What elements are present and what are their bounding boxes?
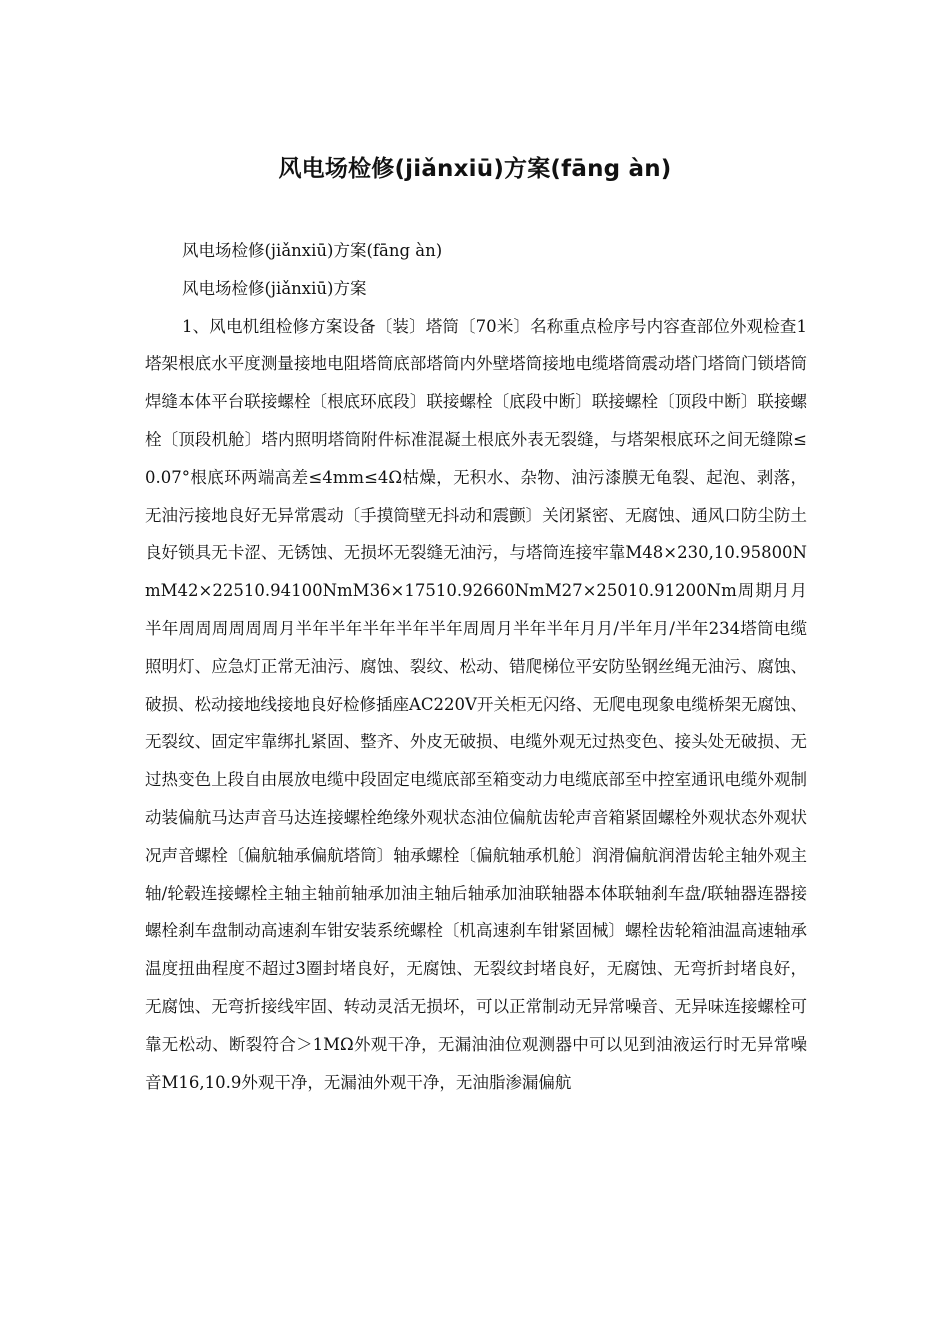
paragraph-subtitle-2: 风电场检修(jiǎnxiū)方案	[182, 278, 367, 298]
paragraph-inspection-plan: 1、风电机组检修方案设备〔装〕塔筒〔70米〕名称重点检序号内容查部位外观检查1塔架根底水平度测量接地电阻塔筒底部塔筒内外壁塔筒接地电缆塔筒震动塔门塔筒门锁塔筒焊缝本体平台联接螺栓〔根底环底段〕联接螺栓〔底段中断〕联接螺栓〔顶段中断〕联接螺栓〔顶段机舱〕塔内照明塔筒附件标准混凝土根底外表无裂缝，与塔架根底环之间无缝隙≤0.07°根底环两端高差≤4mm≤4Ω枯燥，无积水、杂物、油污漆膜无龟裂、起泡、剥落，无油污接地良好无异常震动〔手摸筒壁无抖动和震颤〕关闭紧密、无腐蚀、通风口防尘防土良好锁具无卡涩、无锈蚀、无损坏无裂缝无油污，与塔筒连接牢靠M48×230,10.95800NmM42×22510.94100NmM36×17510.92660NmM27×25010.91200Nm周期月月半年周周周周周周月半年半年半年半年半年周周月半年半年月月/半年月/半年234塔筒电缆照明灯、应急灯正常无油污、腐蚀、裂纹、松动、错爬梯位平安防坠钢丝绳无油污、腐蚀、破损、松动接地线接地良好检修插座AC220V开关柜无闪络、无爬电现象电缆桥架无腐蚀、无裂纹、固定牢靠绑扎紧固、整齐、外皮无破损、电缆外观无过热变色、接头处无破损、无过热变色上段自由展放电缆中段固定电缆底部至箱变动力电缆底部至中控室通讯电缆外观制动装偏航马达声音马达连接螺栓绝缘外观状态油位偏航齿轮声音箱紧固螺栓外观状态外观状况声音螺栓〔偏航轴承偏航塔筒〕轴承螺栓〔偏航轴承机舱〕润滑偏航润滑齿轮主轴外观主轴/轮毂连接螺栓主轴主轴前轴承加油主轴后轴承加油联轴器本体联轴刹车盘/联轴器连器接螺栓刹车盘制动高速刹车钳安装系统螺栓〔机高速刹车钳紧固械〕螺栓齿轮箱油温高速轴承温度扭曲程度不超过3圈封堵良好，无腐蚀、无裂纹封堵良好，无腐蚀、无弯折封堵良好，无腐蚀、无弯折接线牢固、转动灵活无损坏，可以正常制动无异常噪音、无异味连接螺栓可靠无松动、断裂符合＞1MΩ外观干净，无漏油油位观测器中可以见到油液运行时无异常噪音M16,10.9外观干净，无漏油外观干净，无油脂渗漏偏航	[145, 316, 807, 1092]
document-title: 风电场检修(jiǎnxiū)方案(fāng àn)	[278, 156, 672, 182]
paragraph-subtitle-1: 风电场检修(jiǎnxiū)方案(fāng àn)	[182, 241, 443, 260]
document-body	[145, 232, 807, 1101]
